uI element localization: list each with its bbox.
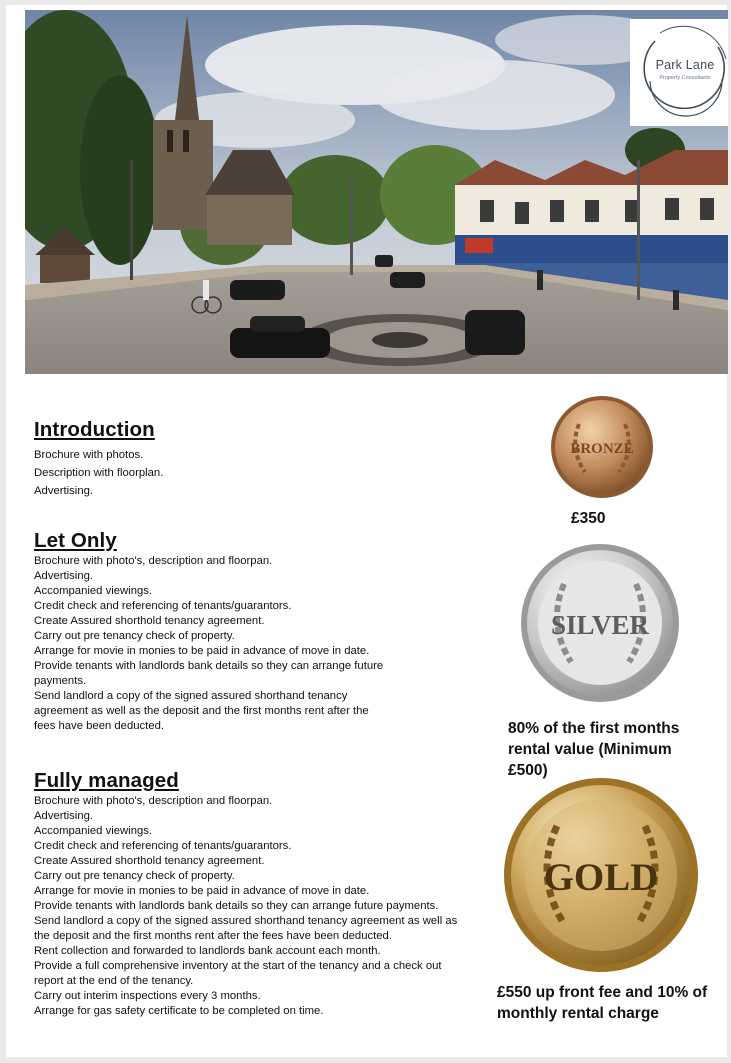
list-item: Carry out interim inspections every 3 months. [34,990,261,1002]
list-item: Rent collection and forwarded to landlords bank account each month. [34,945,381,957]
section-title-introduction: Introduction [34,418,155,441]
bronze-price [571,508,605,529]
list-item: Carry out pre tenancy check of property. [34,630,235,642]
bronze-medal [549,394,655,500]
bronze-medal-icon [549,394,655,500]
logo-name: Park Lane [655,58,715,72]
village-street-scene-image [25,10,728,374]
hero-photo [25,10,728,374]
price-line: rental value (Minimum [508,741,672,758]
list-item: Brochure with photo's, description and floorpan. [34,555,273,567]
list-item: Arrange for movie in monies to be paid in advance of move in date. [34,885,370,897]
list-item: Brochure with photos. [34,449,144,461]
gold-medal-icon [502,776,700,974]
list-item: payments. [34,675,87,687]
medal-label: GOLD [543,856,659,899]
medal-label: BRONZE [570,441,634,457]
introduction-list [34,446,163,500]
price-line: £500) [508,762,548,779]
section-title-let-only: Let Only [34,529,117,552]
silver-price [508,718,679,781]
list-item: Advertising. [34,570,94,582]
section-title-fully-managed: Fully managed [34,769,179,792]
silver-medal-icon [519,542,681,704]
list-item: Credit check and referencing of tenants/guarantors. [34,600,292,612]
list-item: Credit check and referencing of tenants/guarantors. [34,840,292,852]
company-logo [630,19,728,126]
list-item: Arrange for gas safety certificate to be completed on time. [34,1005,324,1017]
list-item: the deposit and the first months rent after the fees have been deducted. [34,930,392,942]
silver-medal [519,542,681,704]
price-line: £350 [571,510,606,527]
list-item: Provide a full comprehensive inventory at the start of the tenancy and a check out [34,960,442,972]
medal-label: SILVER [550,610,650,640]
brochure-page [6,5,727,1057]
list-item: report at the end of the tenancy. [34,975,194,987]
price-line: 80% of the first months [508,720,680,737]
logo-tagline: Property Consultants [659,75,711,81]
list-item: Accompanied viewings. [34,585,153,597]
list-item: Create Assured shorthold tenancy agreement. [34,855,265,867]
list-item: agreement as well as the deposit and the first months rent after the [34,705,369,717]
list-item: Send landlord a copy of the signed assured shorthand tenancy [34,690,348,702]
list-item: Advertising. [34,485,94,497]
fully-managed-list [34,794,457,1019]
list-item: Create Assured shorthold tenancy agreement. [34,615,265,627]
list-item: Brochure with photo's, description and floorpan. [34,795,273,807]
gold-medal [502,776,700,974]
list-item: Send landlord a copy of the signed assured shorthand tenancy agreement as well as [34,915,458,927]
list-item: Carry out pre tenancy check of property. [34,870,235,882]
price-line: monthly rental charge [497,1005,659,1022]
gold-price [497,982,707,1024]
list-item: fees have been deducted. [34,720,165,732]
logo-circle-icon [630,19,728,126]
list-item: Description with floorplan. [34,467,164,479]
list-item: Accompanied viewings. [34,825,153,837]
let-only-list [34,554,383,734]
list-item: Arrange for movie in monies to be paid in advance of move in date. [34,645,370,657]
list-item: Provide tenants with landlords bank details so they can arrange future [34,660,384,672]
list-item: Advertising. [34,810,94,822]
list-item: Provide tenants with landlords bank details so they can arrange future payments. [34,900,439,912]
price-line: £550 up front fee and 10% of [497,984,708,1001]
